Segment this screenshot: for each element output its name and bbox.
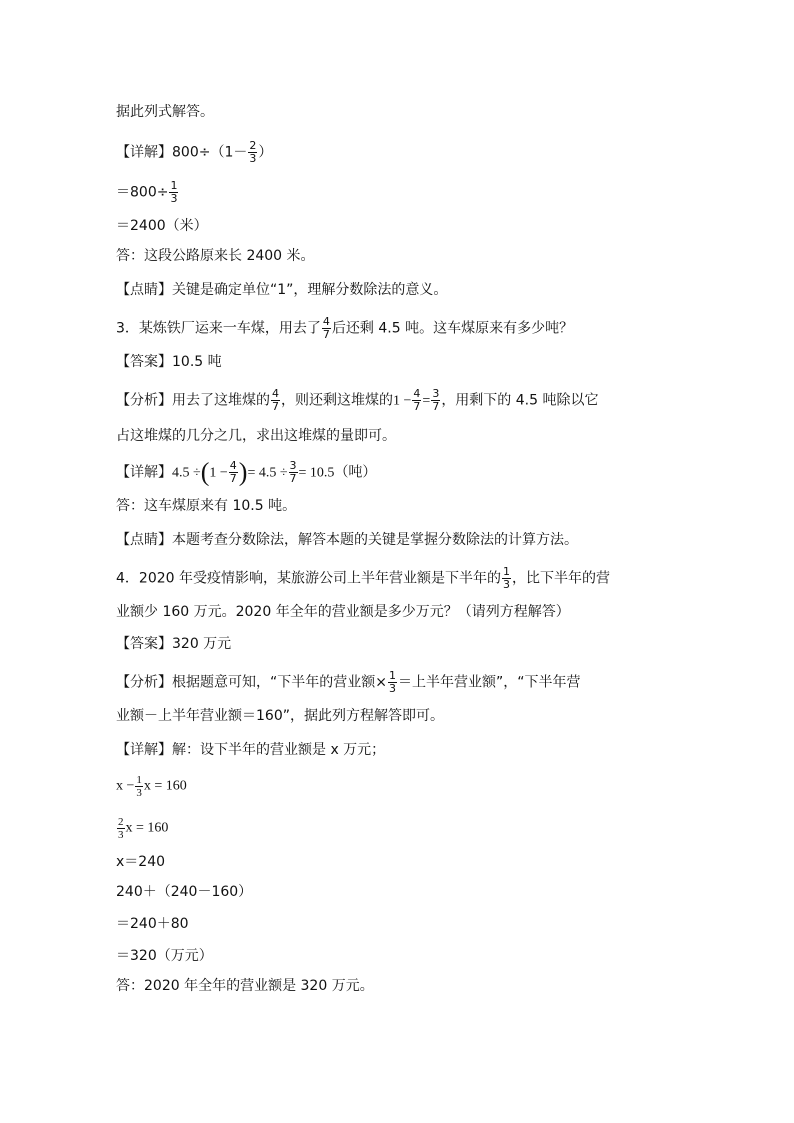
answer-line: 答：这车煤原来有 10.5 吨。 [116,498,297,514]
paren: ( [200,457,210,487]
paren: ) [238,457,248,487]
question-4-line2: 业额少 160 万元。2020 年全年的营业额是多少万元？（请列方程解答） [116,604,570,620]
numerator: 2 [118,816,124,828]
text-line: 据此列式解答。 [116,104,214,120]
analysis-4 [116,670,581,695]
denominator: 3 [118,829,124,841]
analysis-3-line2: 占这堆煤的几分之几，求出这堆煤的量即可。 [116,428,396,444]
question-4 [116,566,610,591]
detail-3 [116,457,377,487]
denominator: 3 [503,578,510,591]
math: x = 160 [125,820,169,836]
question-3 [116,316,573,341]
calc-line [116,180,179,205]
text: （吨） [334,464,377,481]
math: = 10.5 [298,465,335,481]
detail-line [116,140,272,165]
fraction [502,566,511,591]
text: 【详解】800÷（1－ [116,144,248,161]
math: x − [116,778,135,794]
math: x = 160 [143,778,187,794]
equation-5: ＝240＋80 [116,916,189,932]
fraction [117,816,125,841]
numerator: 4 [322,315,330,328]
denominator: 7 [413,400,421,413]
denominator: 7 [432,400,440,413]
numerator: 3 [289,459,297,472]
denominator: 3 [170,192,178,205]
fraction [248,140,257,165]
numerator: 2 [249,139,257,152]
fraction [289,460,298,485]
math: = [422,393,431,409]
denominator: 7 [229,472,237,485]
math: 4.5 ÷ [172,465,201,481]
numerator: 4 [272,387,279,400]
analysis-3 [116,388,598,413]
text: ＝800÷ [116,184,169,201]
text: 【详解】 [116,464,172,481]
text: 【分析】根据题意可知，“下半年的营业额× [116,674,387,691]
comment-line: 【点睛】关键是确定单位“1”，理解分数除法的意义。 [116,282,448,298]
denominator: 7 [289,472,297,485]
answer-4: 【答案】320 万元 [116,636,232,652]
math: 1 − [209,465,228,481]
equation-2 [116,816,168,841]
denominator: 3 [136,787,142,799]
answer-line: 答：这段公路原来长 2400 米。 [116,248,315,264]
fraction [431,388,440,413]
numerator: 3 [432,387,440,400]
denominator: 7 [272,400,279,413]
fraction [322,316,331,341]
fraction [135,774,143,799]
numerator: 4 [413,387,421,400]
text: ，用剩下的 4.5 吨除以它 [441,392,599,409]
text: 【分析】用去了这堆煤的 [116,392,270,409]
math: = 4.5 ÷ [247,465,288,481]
denominator: 3 [388,682,396,695]
denominator: 3 [249,152,257,165]
numerator: 1 [503,565,510,578]
equation-1 [116,774,187,799]
text: 4．2020 年受疫情影响，某旅游公司上半年营业额是下半年的 [116,570,501,587]
fraction [412,388,421,413]
text: 3．某炼铁厂运来一车煤，用去了 [116,320,321,337]
calc-line: ＝2400（米） [116,218,208,234]
fraction [388,670,397,695]
answer-line: 答：2020 年全年的营业额是 320 万元。 [116,978,374,994]
equation-3: x＝240 [116,854,166,870]
text: ，则还剩这堆煤的 [281,392,393,409]
numerator: 1 [136,774,142,786]
equation-4: 240＋（240－160） [116,884,253,900]
text: 后还剩 4.5 吨。这车煤原来有多少吨？ [331,320,574,337]
math: 1 − [393,393,412,409]
text: ，比下半年的营 [512,570,610,587]
detail-4: 【详解】解：设下半年的营业额是 x 万元； [116,742,386,758]
numerator: 4 [229,459,237,472]
fraction [169,180,178,205]
comment-line: 【点睛】本题考查分数除法，解答本题的关键是掌握分数除法的计算方法。 [116,532,578,548]
denominator: 7 [322,328,330,341]
text: ＝上半年营业额”，“下半年营 [397,674,581,691]
numerator: 1 [388,669,396,682]
text: ） [258,144,273,161]
fraction [229,460,238,485]
answer-3: 【答案】10.5 吨 [116,354,222,370]
numerator: 1 [170,179,178,192]
analysis-4-line2: 业额－上半年营业额＝160”，据此列方程解答即可。 [116,708,444,724]
fraction [271,388,280,413]
equation-6: ＝320（万元） [116,948,213,964]
